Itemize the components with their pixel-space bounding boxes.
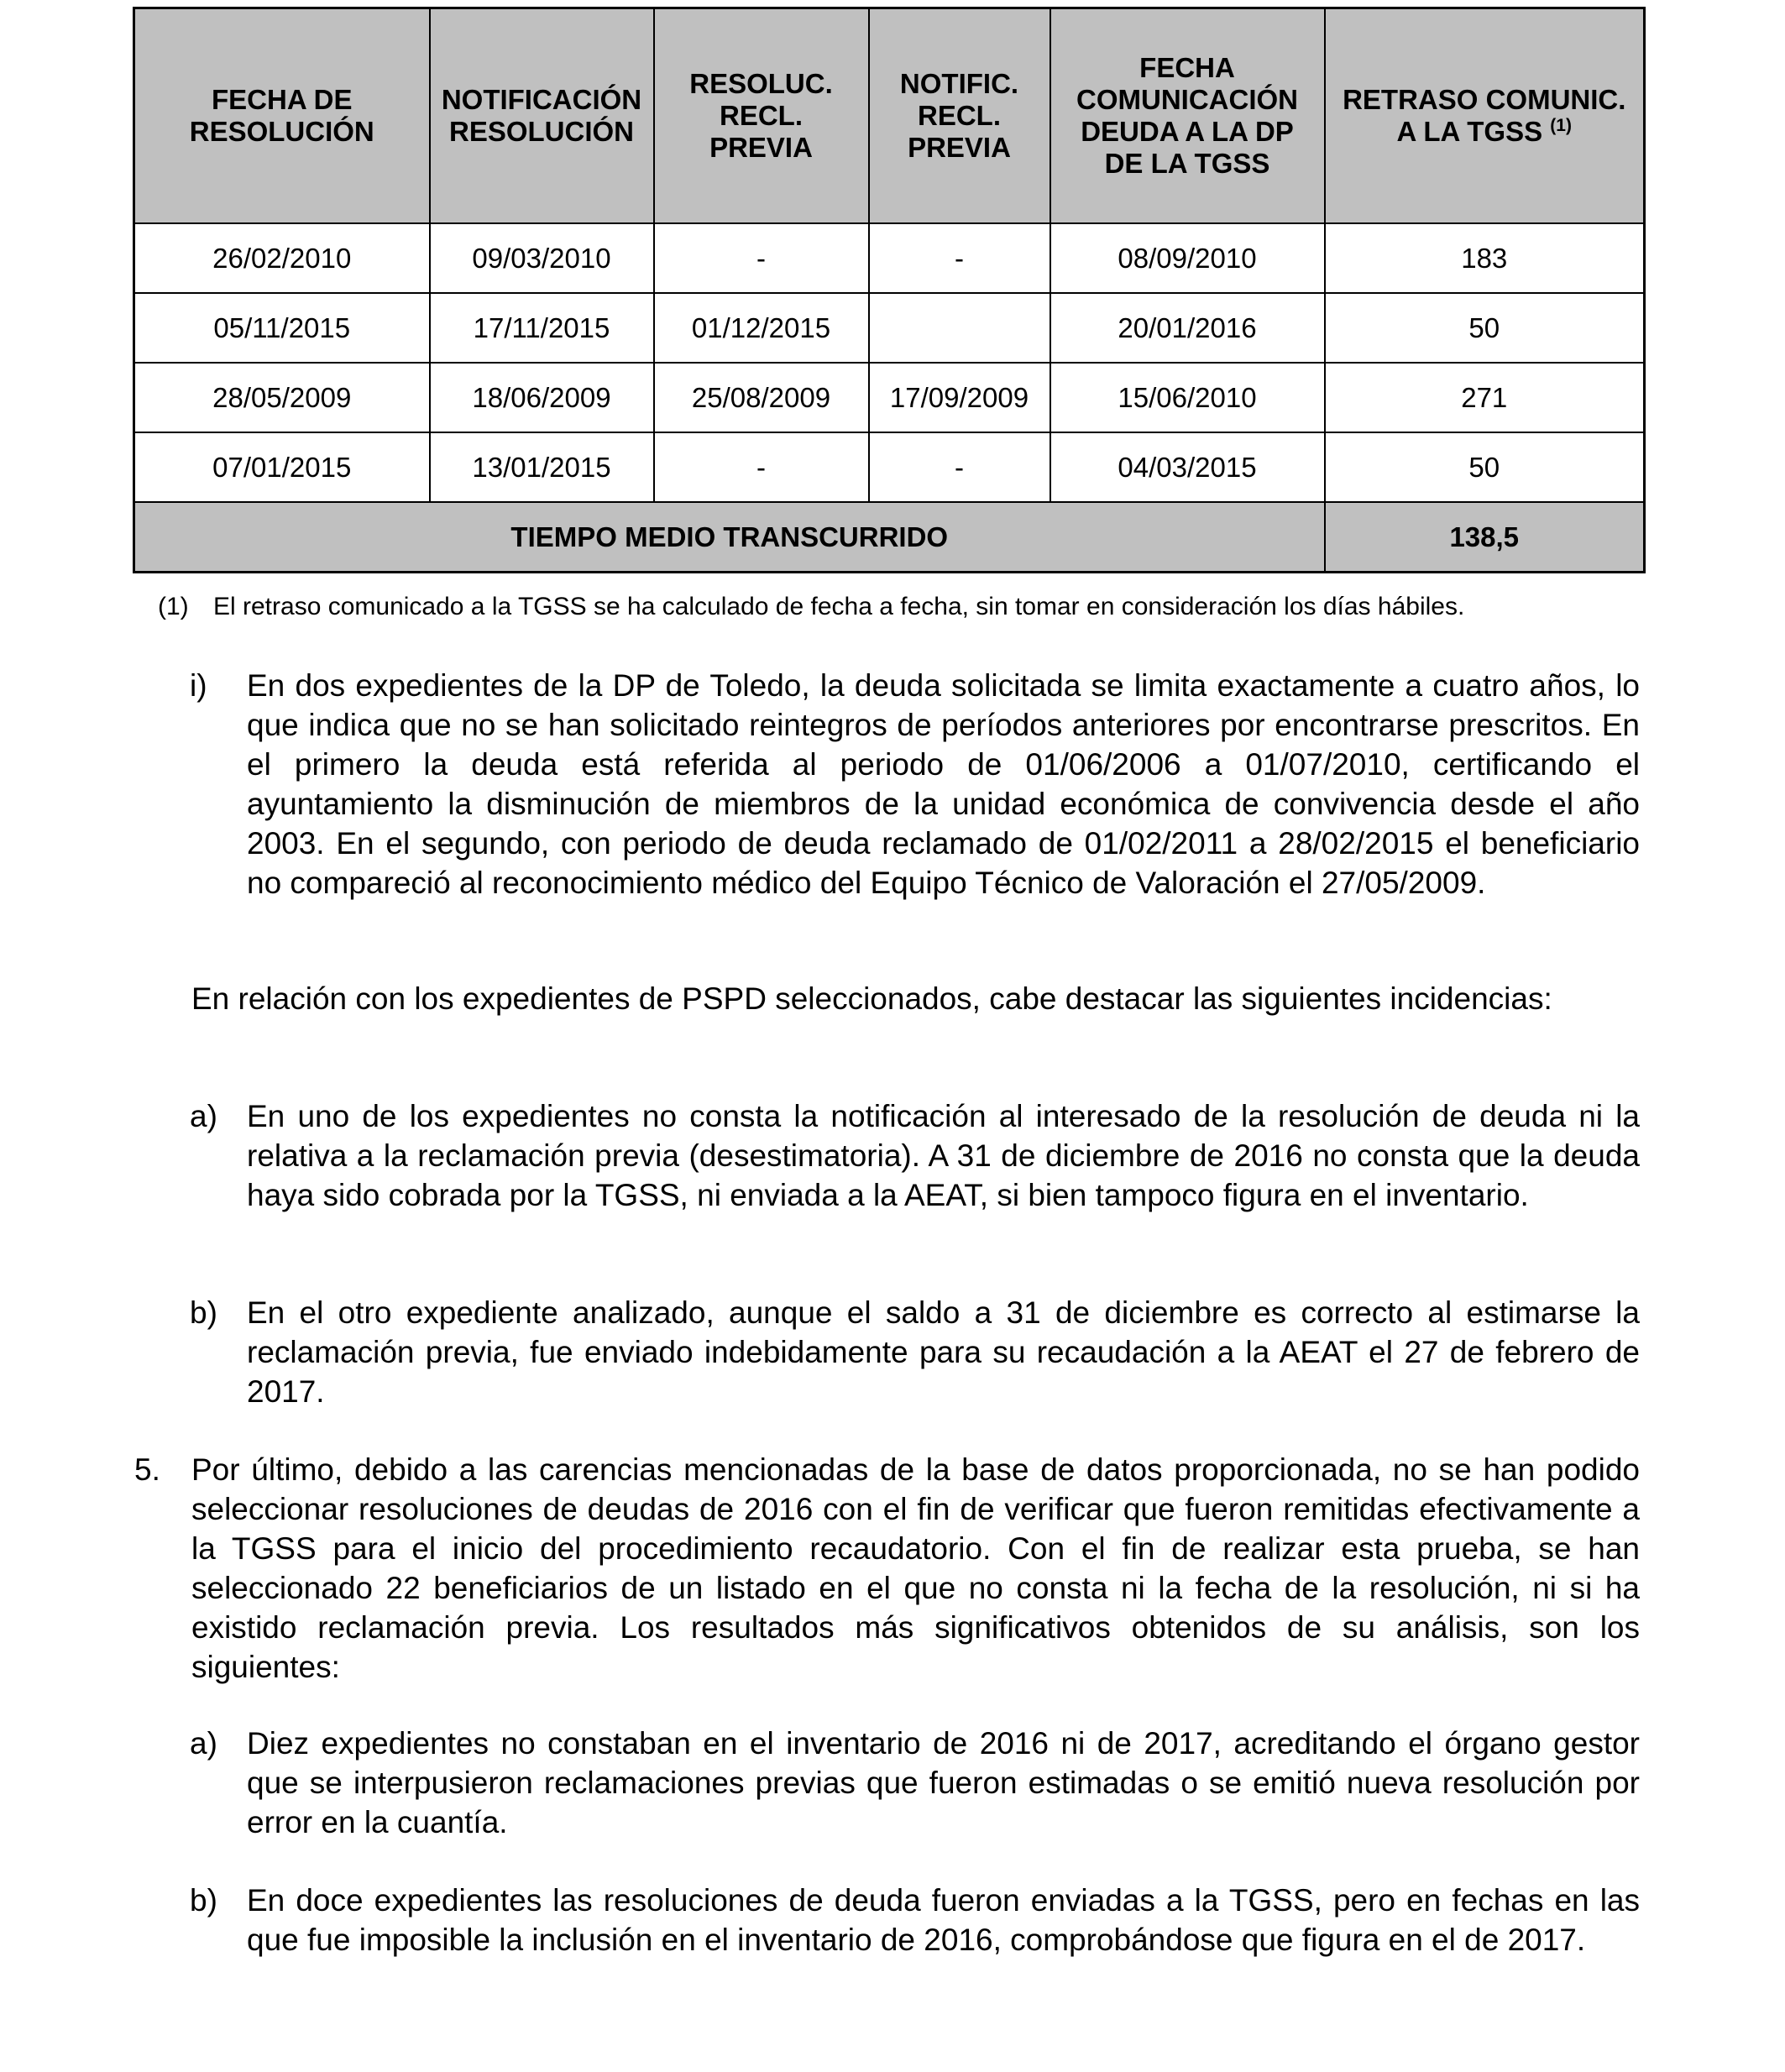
point-5-text: Por último, debido a las carencias mencionadas de la base de datos proporcionada, no se han podido seleccionar resoluciones de deudas de 2016 con el fin de verificar que fueron remitidas efectivamente a la TGSS para el inicio del procedimiento recaudatorio. Con el fin de realizar esta prueba, se han seleccionado 22 beneficiarios de un listado en el que no consta ni la fecha de la resolución, ni si ha existido reclamación previa. Los resultados más significativos obtenidos de su análisis, son los siguientes: [191, 1452, 1640, 1684]
table-cell: 13/01/2015 [430, 432, 654, 502]
header-fecha-comunicacion: FECHA COMUNICACIÓN DEUDA A LA DP DE LA TGSS [1050, 8, 1325, 224]
table-footnote [158, 591, 1652, 623]
item-b1-text: En el otro expediente analizado, aunque el saldo a 31 de diciembre es correcto al estimarse la reclamación previa, fue enviado indebidamente para su recaudación a la AEAT el 27 de febrero de 2017. [247, 1295, 1640, 1409]
header-notific-recl-previa: NOTIFIC. RECL. PREVIA [869, 8, 1050, 224]
table-header-row [134, 8, 1645, 224]
table-row [134, 363, 1645, 432]
item-a2-marker: a) [190, 1726, 217, 1761]
table-cell: 271 [1325, 363, 1645, 432]
item-i-marker: i) [190, 668, 207, 703]
table-cell [869, 293, 1050, 363]
table-cell: 08/09/2010 [1050, 223, 1325, 293]
footnote-number: (1) [158, 593, 189, 620]
total-label: TIEMPO MEDIO TRANSCURRIDO [134, 502, 1325, 573]
table-cell: 20/01/2016 [1050, 293, 1325, 363]
item-a1-marker: a) [190, 1099, 217, 1133]
table-row [134, 223, 1645, 293]
table-cell: 07/01/2015 [134, 432, 430, 502]
item-b1-marker: b) [190, 1295, 217, 1330]
table-cell: - [654, 432, 869, 502]
table-cell: 04/03/2015 [1050, 432, 1325, 502]
table-cell: 28/05/2009 [134, 363, 430, 432]
table-cell: 50 [1325, 432, 1645, 502]
table-cell: 26/02/2010 [134, 223, 430, 293]
footnote-text: El retraso comunicado a la TGSS se ha calculado de fecha a fecha, sin tomar en consideración los días hábiles. [213, 593, 1465, 620]
table-cell: 183 [1325, 223, 1645, 293]
table-cell: - [869, 432, 1050, 502]
table-cell: 18/06/2009 [430, 363, 654, 432]
point-5-marker: 5. [134, 1452, 160, 1487]
table-total-row [134, 502, 1645, 573]
header-fecha-resolucion: FECHA DE RESOLUCIÓN [134, 8, 430, 224]
item-b2-marker: b) [190, 1883, 217, 1918]
table-cell: 17/11/2015 [430, 293, 654, 363]
total-value: 138,5 [1325, 502, 1645, 573]
header-retraso-comunic: RETRASO COMUNIC. A LA TGSS $^{(1)}$ [1325, 8, 1645, 224]
table-cell: - [654, 223, 869, 293]
footnote-ref: (1) [1550, 116, 1572, 135]
pspd-intro: En relación con los expedientes de PSPD seleccionados, cabe destacar las siguientes incidencias: [191, 981, 1552, 1016]
table-row [134, 293, 1645, 363]
table-cell: 01/12/2015 [654, 293, 869, 363]
table-cell: 17/09/2009 [869, 363, 1050, 432]
debt-table [133, 7, 1646, 573]
header-resoluc-recl-previa: RESOLUC. RECL. PREVIA [654, 8, 869, 224]
table-cell: 25/08/2009 [654, 363, 869, 432]
item-b2-text: En doce expedientes las resoluciones de deuda fueron enviadas a la TGSS, pero en fechas en las que fue imposible la inclusión en el inventario de 2016, comprobándose que figura en el de 2017. [247, 1883, 1640, 1957]
table-cell: 15/06/2010 [1050, 363, 1325, 432]
table-cell: - [869, 223, 1050, 293]
item-a2-text: Diez expedientes no constaban en el inventario de 2016 ni de 2017, acreditando el órgano gestor que se interpusieron reclamaciones previas que fueron estimadas o se emitió nueva resolución por error en la cuantía. [247, 1726, 1640, 1839]
item-a1-text: En uno de los expedientes no consta la notificación al interesado de la resolución de deuda ni la relativa a la reclamación previa (desestimatoria). A 31 de diciembre de 2016 no consta que la deuda haya sido cobrada por la TGSS, ni enviada a la AEAT, si bien tampoco figura en el inventario. [247, 1099, 1640, 1212]
table-row [134, 432, 1645, 502]
item-i-text: En dos expedientes de la DP de Toledo, la deuda solicitada se limita exactamente a cuatro años, lo que indica que no se han solicitado reintegros de períodos anteriores por encontrarse prescritos. En el primero la deuda está referida al periodo de 01/06/2006 a 01/07/2010, certificando el ayuntamiento la disminución de miembros de la unidad económica de convivencia desde el año 2003. En el segundo, con periodo de deuda reclamado de 01/02/2011 a 28/02/2015 el beneficiario no compareció al reconocimiento médico del Equipo Técnico de Valoración el 27/05/2009. [247, 668, 1640, 900]
table-cell: 05/11/2015 [134, 293, 430, 363]
header-notificacion-resolucion: NOTIFICACIÓN RESOLUCIÓN [430, 8, 654, 224]
table-cell: 50 [1325, 293, 1645, 363]
table-cell: 09/03/2010 [430, 223, 654, 293]
